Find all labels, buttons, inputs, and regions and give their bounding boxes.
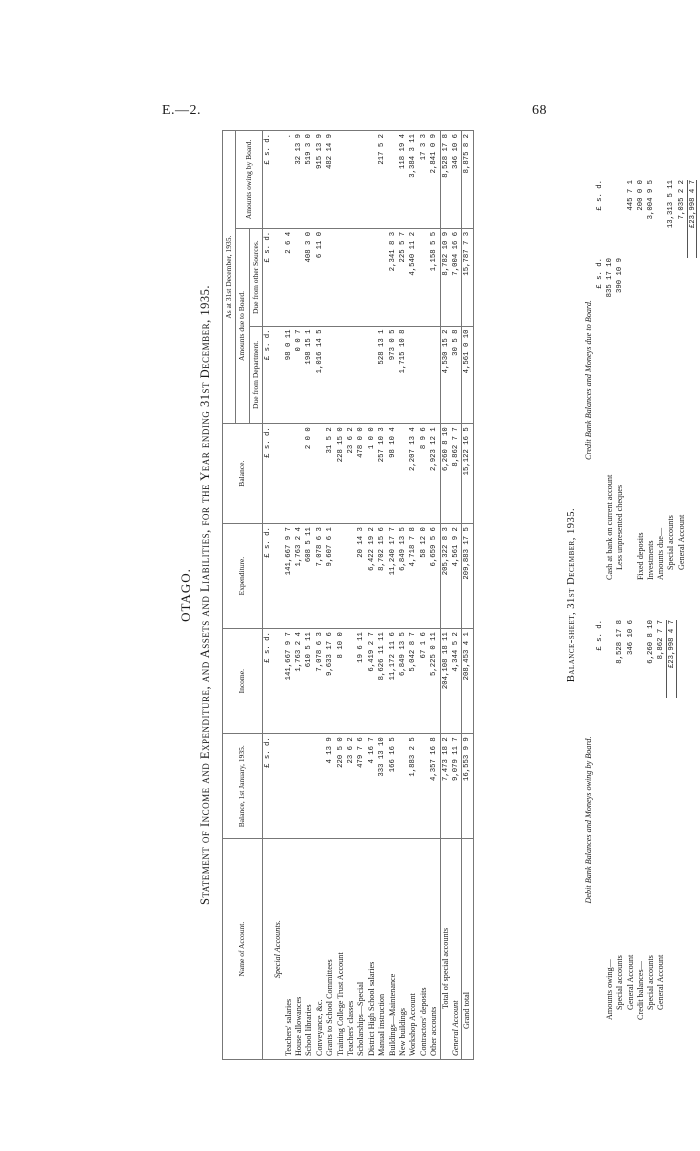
- credit-total: £23,998 4 7: [687, 180, 697, 258]
- balance-row: [615, 180, 625, 580]
- cell-inc: 208,453 4 1: [462, 629, 473, 734]
- balance-amount-b: 200 0 0: [636, 180, 645, 211]
- account-name: School libraries: [304, 839, 314, 1060]
- cell-other: 8,782 10 9: [440, 228, 451, 326]
- units: £ s. d.: [262, 629, 273, 734]
- balance-amount-b: 445 7 1: [626, 180, 635, 211]
- col-owing: Amounts owing by Board.: [236, 131, 263, 229]
- page-number: 68: [532, 103, 547, 118]
- cell-other: [346, 228, 356, 326]
- cell-bal: 23 6 2: [346, 734, 356, 839]
- balance-amount-a: [626, 698, 636, 776]
- cell-balance: 98 10 4: [388, 424, 398, 524]
- account-name: House allowances: [294, 839, 304, 1060]
- cell-exp: [336, 524, 346, 629]
- balance-label: Credit balances—: [635, 961, 645, 1020]
- balance-amount-b: 13,313 5 11: [667, 180, 676, 229]
- units: £ s. d.: [262, 524, 273, 629]
- table-row: [346, 131, 356, 1060]
- account-name: Teachers' salaries: [284, 839, 294, 1060]
- balance-amount-b: 8,862 7 7: [657, 620, 666, 660]
- cell-inc: 7,078 6 3: [315, 629, 325, 734]
- cell-owing: 519 3 0: [304, 131, 314, 229]
- cell-owing: [346, 131, 356, 229]
- cell-other: [377, 228, 387, 326]
- cell-bal: [419, 734, 429, 839]
- cell-bal: [304, 734, 314, 839]
- cell-balance: 23 6 2: [346, 424, 356, 524]
- account-name: Manual instruction: [377, 839, 387, 1060]
- cell-inc: 1,763 2 4: [294, 629, 304, 734]
- col-due-dept: Due from Department.: [249, 326, 262, 424]
- col-amounts-due: Amounts due to Board.: [236, 228, 249, 423]
- cell-exp: [346, 524, 356, 629]
- cell-bal: 220 5 0: [336, 734, 346, 839]
- cell-dept: 30 5 8: [451, 326, 462, 424]
- cell-bal: 479 7 6: [356, 734, 366, 839]
- credit-column: [584, 180, 697, 580]
- cell-bal: [294, 734, 304, 839]
- cell-dept: [367, 326, 377, 424]
- cell-owing: 118 19 4: [398, 131, 408, 229]
- cell-bal: 166 16 5: [388, 734, 398, 839]
- units: £ s. d.: [262, 734, 273, 839]
- table-row: [336, 131, 346, 1060]
- cell-owing: 8,875 8 2: [462, 131, 473, 229]
- cell-exp: 1,763 2 4: [294, 524, 304, 629]
- balance-row: [605, 180, 615, 580]
- cell-bal: 7,473 18 2: [440, 734, 451, 839]
- cell-inc: 5,042 8 7: [408, 629, 418, 734]
- balance-row: [656, 180, 666, 580]
- statement-title: Statement of Income and Expenditure, and Assets and Liabilities, for the Year ending 31st December, 1935.: [198, 285, 212, 905]
- units: £ s. d.: [262, 424, 273, 524]
- balance-row: [666, 180, 676, 580]
- cell-dept: 528 13 1: [377, 326, 387, 424]
- cell-exp: 205,322 8 3: [440, 524, 451, 629]
- balance-amount-a: [646, 698, 656, 776]
- balance-amount-b: 7,035 2 2: [677, 180, 686, 220]
- cell-inc: 6,849 13 5: [398, 629, 408, 734]
- account-name: Grants to School Committees: [325, 839, 335, 1060]
- cell-balance: 31 5 2: [325, 424, 335, 524]
- cell-other: 2,341 8 3: [388, 228, 398, 326]
- cell-exp: 6,659 5 6: [429, 524, 440, 629]
- cell-other: [294, 228, 304, 326]
- balance-amount-b: [656, 180, 666, 258]
- cell-owing: 17 3 3: [419, 131, 429, 229]
- account-name: Teachers' classes: [346, 839, 356, 1060]
- balance-label: Fixed deposits: [635, 532, 645, 580]
- cell-exp: 7,078 6 3: [315, 524, 325, 629]
- balance-row: [615, 620, 625, 1020]
- cell-bal: [284, 734, 294, 839]
- cell-owing: [336, 131, 346, 229]
- cell-dept: [419, 326, 429, 424]
- cell-exp: 8,702 15 6: [377, 524, 387, 629]
- cell-bal: 9,079 11 7: [451, 734, 462, 839]
- cell-other: 1,158 5 5: [429, 228, 440, 326]
- cell-dept: [429, 326, 440, 424]
- cell-owing: [356, 131, 366, 229]
- balance-amount-b: [636, 620, 646, 698]
- account-name: Grand total: [462, 839, 473, 1060]
- cell-other: 2 6 4: [284, 228, 294, 326]
- table-row: [367, 131, 377, 1060]
- cell-balance: 2,207 13 4: [408, 424, 418, 524]
- balance-label: Special accounts: [615, 955, 625, 1010]
- cell-other: [356, 228, 366, 326]
- credit-heading: Credit Bank Balances and Moneys due to Board.: [584, 300, 593, 460]
- balance-row: [656, 620, 666, 1020]
- balance-amount-a: [666, 258, 676, 336]
- cell-exp: 6,849 13 5: [398, 524, 408, 629]
- account-name: Buildings—Maintenance: [388, 839, 398, 1060]
- balance-amount-b: 3,004 9 5: [646, 180, 655, 220]
- cell-bal: [398, 734, 408, 839]
- debit-total-row: [666, 620, 676, 1020]
- special-heading: Special Accounts.: [273, 839, 283, 1060]
- cell-owing: [388, 131, 398, 229]
- total-special-row: [440, 131, 451, 1060]
- balance-label: Less unpresented cheques: [615, 484, 625, 570]
- units: £ s. d.: [596, 620, 604, 651]
- debit-heading: Debit Bank Balances and Moneys owing by Board.: [584, 736, 593, 904]
- units-row: [595, 180, 605, 580]
- cell-inc: 67 1 6: [419, 629, 429, 734]
- balance-row: [626, 620, 636, 1020]
- table-row: [377, 131, 387, 1060]
- cell-bal: 1,883 2 5: [408, 734, 418, 839]
- cell-exp: 6,422 19 2: [367, 524, 377, 629]
- cell-owing: 3,384 3 11: [408, 131, 418, 229]
- cell-other: [419, 228, 429, 326]
- balance-amount-b: [605, 620, 615, 698]
- balance-amount-b: [615, 180, 625, 258]
- credit-total-row: [687, 180, 697, 580]
- account-name: District High School salaries: [367, 839, 377, 1060]
- cell-inc: 5,225 0 11: [429, 629, 440, 734]
- cell-balance: 1 0 0: [367, 424, 377, 524]
- units-row: [595, 620, 605, 1020]
- cell-balance: 6,260 8 10: [440, 424, 451, 524]
- balance-amount-a: [636, 698, 646, 776]
- account-name: Total of special accounts: [440, 839, 451, 1060]
- grand-total-row: [462, 131, 473, 1060]
- balance-label: Amounts owing—: [605, 959, 615, 1020]
- cell-balance: 8,862 7 7: [451, 424, 462, 524]
- cell-inc: 8,626 11 11: [377, 629, 387, 734]
- cell-exp: 141,667 9 7: [284, 524, 294, 629]
- cell-balance: 228 15 0: [336, 424, 346, 524]
- cell-dept: 0 0 7: [294, 326, 304, 424]
- cell-dept: [408, 326, 418, 424]
- balance-row: [636, 620, 646, 1020]
- cell-dept: 98 0 11: [284, 326, 294, 424]
- debit-total: £23,998 4 7: [666, 620, 676, 698]
- cell-other: [336, 228, 346, 326]
- cell-owing: [367, 131, 377, 229]
- balance-sheet-title: Balance-sheet, 31st December, 1935.: [566, 507, 577, 683]
- balance-row: [636, 180, 646, 580]
- cell-bal: 4,357 16 8: [429, 734, 440, 839]
- cell-balance: [398, 424, 408, 524]
- cell-other: 408 3 0: [304, 228, 314, 326]
- cell-other: 4,540 11 2: [408, 228, 418, 326]
- table-row: [408, 131, 418, 1060]
- balance-amount-a: [615, 698, 625, 776]
- balance-label: Special accounts: [645, 955, 655, 1010]
- cell-inc: 141,667 9 7: [284, 629, 294, 734]
- statement-table: [222, 130, 474, 1060]
- cell-balance: 2,923 12 1: [429, 424, 440, 524]
- balance-amount-b: [605, 180, 615, 258]
- balance-row: [677, 180, 687, 580]
- col-balance-start: Balance, 1st January, 1935.: [223, 734, 263, 839]
- cell-inc: 610 5 11: [304, 629, 314, 734]
- cell-dept: [356, 326, 366, 424]
- cell-inc: 19 6 11: [356, 629, 366, 734]
- general-account-row: [451, 131, 462, 1060]
- balance-amount-a: [605, 698, 615, 776]
- balance-row: [646, 620, 656, 1020]
- cell-dept: 4,530 15 2: [440, 326, 451, 424]
- cell-owing: 8,528 17 8: [440, 131, 451, 229]
- cell-other: 6 11 0: [315, 228, 325, 326]
- cell-exp: 209,883 17 5: [462, 524, 473, 629]
- cell-dept: [336, 326, 346, 424]
- cell-owing: 2,841 0 9: [429, 131, 440, 229]
- table-row: [398, 131, 408, 1060]
- cell-exp: 58 12 0: [419, 524, 429, 629]
- col-name: Name of Account.: [223, 839, 263, 1060]
- cell-balance: [315, 424, 325, 524]
- balance-label: Investments: [645, 540, 655, 580]
- cell-dept: 198 15 1: [304, 326, 314, 424]
- cell-exp: 4,561 9 2: [451, 524, 462, 629]
- cell-bal: 4 13 9: [325, 734, 335, 839]
- balance-label: Cash at bank on current account: [605, 474, 615, 580]
- cell-other: [325, 228, 335, 326]
- cell-exp: 9,607 6 1: [325, 524, 335, 629]
- cell-dept: [346, 326, 356, 424]
- account-name: Conveyance, &c.: [315, 839, 325, 1060]
- page-section-code: E.—2.: [162, 103, 202, 118]
- cell-owing: 32 13 9: [294, 131, 304, 229]
- account-name: Other accounts: [429, 839, 440, 1060]
- region-title: OTAGO.: [178, 568, 193, 622]
- cell-exp: 608 5 11: [304, 524, 314, 629]
- table-row: [315, 131, 325, 1060]
- cell-dept: 1,016 14 5: [315, 326, 325, 424]
- balance-amount-a: [656, 258, 666, 336]
- cell-inc: 8 10 0: [336, 629, 346, 734]
- col-balance: Balance.: [223, 424, 263, 524]
- cell-dept: 973 0 5: [388, 326, 398, 424]
- account-name: New buildings: [398, 839, 408, 1060]
- balance-amount-b: 8,528 17 8: [616, 620, 625, 664]
- cell-other: 15,787 7 3: [462, 228, 473, 326]
- cell-balance: 478 0 0: [356, 424, 366, 524]
- balance-label: General Account: [676, 514, 686, 570]
- cell-owing: .: [284, 131, 294, 229]
- cell-inc: 9,633 17 6: [325, 629, 335, 734]
- cell-dept: 1,715 10 8: [398, 326, 408, 424]
- units: £ s. d.: [262, 228, 273, 326]
- balance-row: [626, 180, 636, 580]
- account-name: Workshop Account: [408, 839, 418, 1060]
- balance-amount-b: 6,260 8 10: [646, 620, 655, 664]
- units: £ s. d.: [596, 258, 604, 289]
- balance-amount-b: 346 10 6: [626, 620, 635, 656]
- account-name: Contractors' deposits: [419, 839, 429, 1060]
- cell-owing: 346 10 6: [451, 131, 462, 229]
- units: £ s. d.: [262, 131, 273, 229]
- balance-amount-a: [636, 258, 646, 336]
- cell-dept: 4,561 0 10: [462, 326, 473, 424]
- cell-balance: [284, 424, 294, 524]
- cell-inc: 4,344 5 2: [451, 629, 462, 734]
- cell-balance: 257 10 3: [377, 424, 387, 524]
- balance-amount-a: [677, 258, 687, 336]
- cell-owing: 915 13 9: [315, 131, 325, 229]
- table-row: [304, 131, 314, 1060]
- balance-label: Special accounts: [666, 515, 676, 570]
- table-row: [356, 131, 366, 1060]
- balance-row: [646, 180, 656, 580]
- balance-label: [626, 336, 636, 580]
- cell-inc: 6,419 2 7: [367, 629, 377, 734]
- balance-amount-a: [646, 258, 656, 336]
- account-name: Scholarships—Special: [356, 839, 366, 1060]
- cell-inc: [346, 629, 356, 734]
- cell-exp: 11,240 17 7: [388, 524, 398, 629]
- cell-balance: 8 9 6: [419, 424, 429, 524]
- balance-amount-a: 390 10 9: [616, 258, 625, 294]
- balance-amount-a: [656, 698, 666, 776]
- cell-other: 7,004 16 6: [451, 228, 462, 326]
- cell-bal: 4 16 7: [367, 734, 377, 839]
- table-row: [284, 131, 294, 1060]
- balance-amount-a: [626, 258, 636, 336]
- cell-other: [367, 228, 377, 326]
- col-due-other: Due from other Sources.: [249, 228, 262, 326]
- cell-exp: 4,718 7 8: [408, 524, 418, 629]
- cell-exp: 20 14 3: [356, 524, 366, 629]
- cell-balance: 15,122 16 5: [462, 424, 473, 524]
- cell-other: 225 5 7: [398, 228, 408, 326]
- account-name: Training College Trust Account: [336, 839, 346, 1060]
- units: £ s. d.: [596, 180, 604, 211]
- cell-balance: [294, 424, 304, 524]
- col-as-at: As at 31st December, 1935.: [223, 131, 236, 424]
- cell-dept: [325, 326, 335, 424]
- debit-column: [584, 620, 677, 1020]
- cell-owing: 217 5 2: [377, 131, 387, 229]
- table-row: [325, 131, 335, 1060]
- table-row: [419, 131, 429, 1060]
- cell-balance: 2 0 0: [304, 424, 314, 524]
- table-row: [429, 131, 440, 1060]
- rotated-statement: [178, 130, 697, 1060]
- table-row: [294, 131, 304, 1060]
- balance-label: General Account: [656, 954, 666, 1010]
- balance-row: [605, 620, 615, 1020]
- account-name: General Account: [451, 839, 462, 1060]
- units: £ s. d.: [262, 326, 273, 424]
- col-income: Income.: [223, 629, 263, 734]
- col-expenditure: Expenditure.: [223, 524, 263, 629]
- table-row: [388, 131, 398, 1060]
- balance-label: General Account: [625, 954, 635, 1010]
- cell-bal: 333 13 10: [377, 734, 387, 839]
- balance-label: Amounts due—: [656, 527, 666, 580]
- cell-owing: 482 14 9: [325, 131, 335, 229]
- cell-bal: 16,553 9 9: [462, 734, 473, 839]
- cell-inc: 11,172 11 6: [388, 629, 398, 734]
- cell-bal: [315, 734, 325, 839]
- balance-amount-a: 835 17 10: [606, 258, 615, 298]
- cell-inc: 204,108 18 11: [440, 629, 451, 734]
